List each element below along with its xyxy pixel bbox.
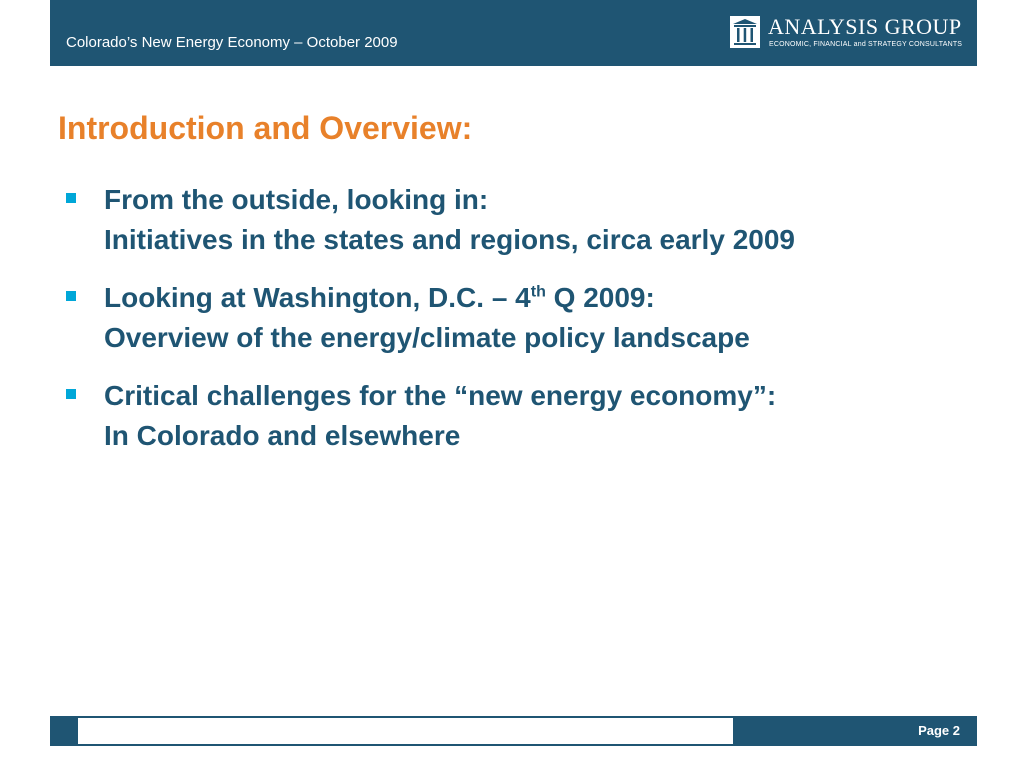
bullet-list bbox=[62, 180, 795, 474]
slide-title: Introduction and Overview: bbox=[58, 110, 473, 146]
bullet-heading-text: Looking at Washington, D.C. – 4 bbox=[104, 282, 531, 313]
ordinal-suffix: th bbox=[530, 283, 546, 301]
footer-panel bbox=[78, 718, 733, 744]
square-bullet-icon bbox=[66, 193, 76, 203]
bullet-item bbox=[62, 376, 795, 456]
square-bullet-icon bbox=[66, 291, 76, 301]
bullet-subtext: In Colorado and elsewhere bbox=[104, 420, 461, 451]
column-icon bbox=[730, 16, 760, 48]
footer-bar bbox=[50, 716, 977, 746]
bullet-heading: Critical challenges for the “new energy economy”: bbox=[104, 380, 777, 411]
analysis-group-logo bbox=[730, 14, 970, 54]
bullet-heading: From the outside, looking in: bbox=[104, 184, 489, 215]
header-bar bbox=[50, 0, 977, 66]
presentation-title: Colorado’s New Energy Economy – October 2009 bbox=[66, 34, 398, 51]
bullet-subtext: Overview of the energy/climate policy landscape bbox=[104, 322, 750, 353]
bullet-heading bbox=[104, 278, 795, 318]
page-number: Page 2 bbox=[918, 723, 960, 738]
bullet-item bbox=[62, 278, 795, 358]
bullet-heading-text-end: Q 2009: bbox=[545, 282, 655, 313]
logo-name: ANALYSIS GROUP bbox=[768, 14, 962, 39]
bullet-subtext: Initiatives in the states and regions, circa early 2009 bbox=[104, 224, 795, 255]
bullet-item bbox=[62, 180, 795, 260]
logo-tagline: ECONOMIC, FINANCIAL and STRATEGY CONSULTANTS bbox=[769, 41, 963, 48]
square-bullet-icon bbox=[66, 389, 76, 399]
